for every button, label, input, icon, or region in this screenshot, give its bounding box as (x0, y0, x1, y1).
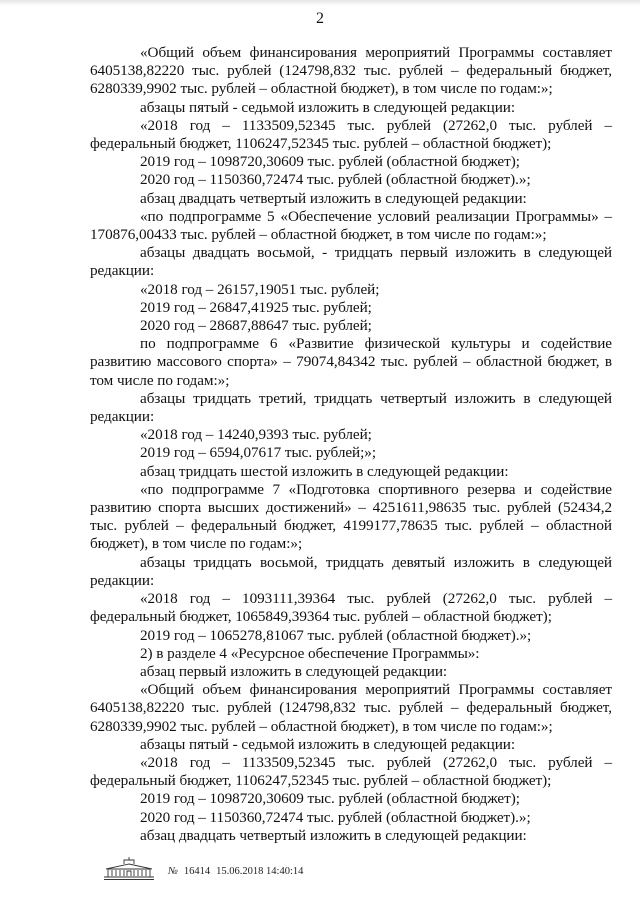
document-datetime: 15.06.2018 14:40:14 (216, 866, 304, 877)
paragraph: «2018 год – 1133509,52345 тыс. рублей (27262,0 тыс. рублей – федеральный бюджет, 1106247,52345 тыс. рублей – областной бюджет); (90, 753, 612, 790)
paragraph: 2) в разделе 4 «Ресурсное обеспечение Программы»: (140, 644, 480, 662)
number-sign: № (168, 866, 178, 877)
page-number: 2 (316, 10, 324, 27)
paragraph: абзац первый изложить в следующей редакции: (140, 662, 448, 680)
document-footer (100, 855, 303, 881)
paragraph: абзацы пятый - седьмой изложить в следующей редакции: (140, 735, 516, 753)
paragraph: 2019 год – 1065278,81067 тыс. рублей (областной бюджет).»; (140, 626, 532, 644)
paragraph: «Общий объем финансирования мероприятий Программы составляет 6405138,82220 тыс. рублей (124798,832 тыс. рублей – федеральный бюджет, 6280339,9902 тыс. рублей – областной бюджет), в том числе по годам:»; (90, 44, 612, 98)
paragraph: абзацы пятый - седьмой изложить в следующей редакции: (140, 98, 516, 116)
paragraph: «2018 год – 1133509,52345 тыс. рублей (27262,0 тыс. рублей – федеральный бюджет, 1106247,52345 тыс. рублей – областной бюджет); (90, 116, 612, 153)
paragraph: «по подпрограмме 5 «Обеспечение условий реализации Программы» – 170876,00433 тыс. рублей – областной бюджет, в том числе по годам:»; (90, 207, 612, 244)
paragraph: «2018 год – 26157,19051 тыс. рублей; (140, 280, 380, 298)
scan-edge (0, 0, 640, 6)
paragraph: абзац двадцать четвертый изложить в следующей редакции: (140, 189, 527, 207)
paragraph: 2019 год – 26847,41925 тыс. рублей; (140, 298, 372, 316)
paragraph: 2019 год – 1098720,30609 тыс. рублей (областной бюджет); (140, 153, 520, 171)
paragraph: абзацы двадцать восьмой, - тридцать первый изложить в следующей редакции: (90, 244, 612, 280)
paragraph: абзац тридцать шестой изложить в следующей редакции: (140, 462, 509, 480)
paragraph: абзацы тридцать восьмой, тридцать девятый изложить в следующей редакции: (90, 553, 612, 589)
document-id: 16414 (183, 866, 211, 877)
paragraph: «2018 год – 14240,9393 тыс. рублей; (140, 426, 372, 444)
paragraph: абзац двадцать четвертый изложить в следующей редакции: (140, 826, 527, 844)
paragraph: 2020 год – 1150360,72474 тыс. рублей (областной бюджет).»; (140, 171, 531, 189)
paragraph: 2019 год – 6594,07617 тыс. рублей;»; (140, 444, 377, 462)
paragraph: по подпрограмме 6 «Развитие физической культуры и содействие развитию массового спорта» – 79074,84342 тыс. рублей – областной бюджет, в том числе по годам:»; (90, 335, 612, 389)
paragraph: 2019 год – 1098720,30609 тыс. рублей (областной бюджет); (140, 790, 520, 808)
paragraph: 2020 год – 1150360,72474 тыс. рублей (областной бюджет).»; (140, 808, 531, 826)
building-emblem-icon (100, 855, 158, 881)
document-body (90, 44, 612, 845)
paragraph: «2018 год – 1093111,39364 тыс. рублей (27262,0 тыс. рублей – федеральный бюджет, 1065849,39364 тыс. рублей – областной бюджет); (90, 590, 612, 626)
paragraph: «по подпрограмме 7 «Подготовка спортивного резерва и содействие развитию спорта высших достижений» – 4251611,98635 тыс. рублей (52434,2 тыс. рублей – федеральный бюджет, 4199177,78635 тыс. рублей – областной бюджет), в том числе по годам:»; (90, 480, 612, 553)
paragraph: «Общий объем финансирования мероприятий Программы составляет 6405138,82220 тыс. рублей (124798,832 тыс. рублей – федеральный бюджет, 6280339,9902 тыс. рублей – областной бюджет), в том числе по годам:»; (90, 681, 612, 735)
paragraph: 2020 год – 28687,88647 тыс. рублей; (140, 317, 372, 335)
paragraph: абзацы тридцать третий, тридцать четвертый изложить в следующей редакции: (90, 389, 612, 426)
